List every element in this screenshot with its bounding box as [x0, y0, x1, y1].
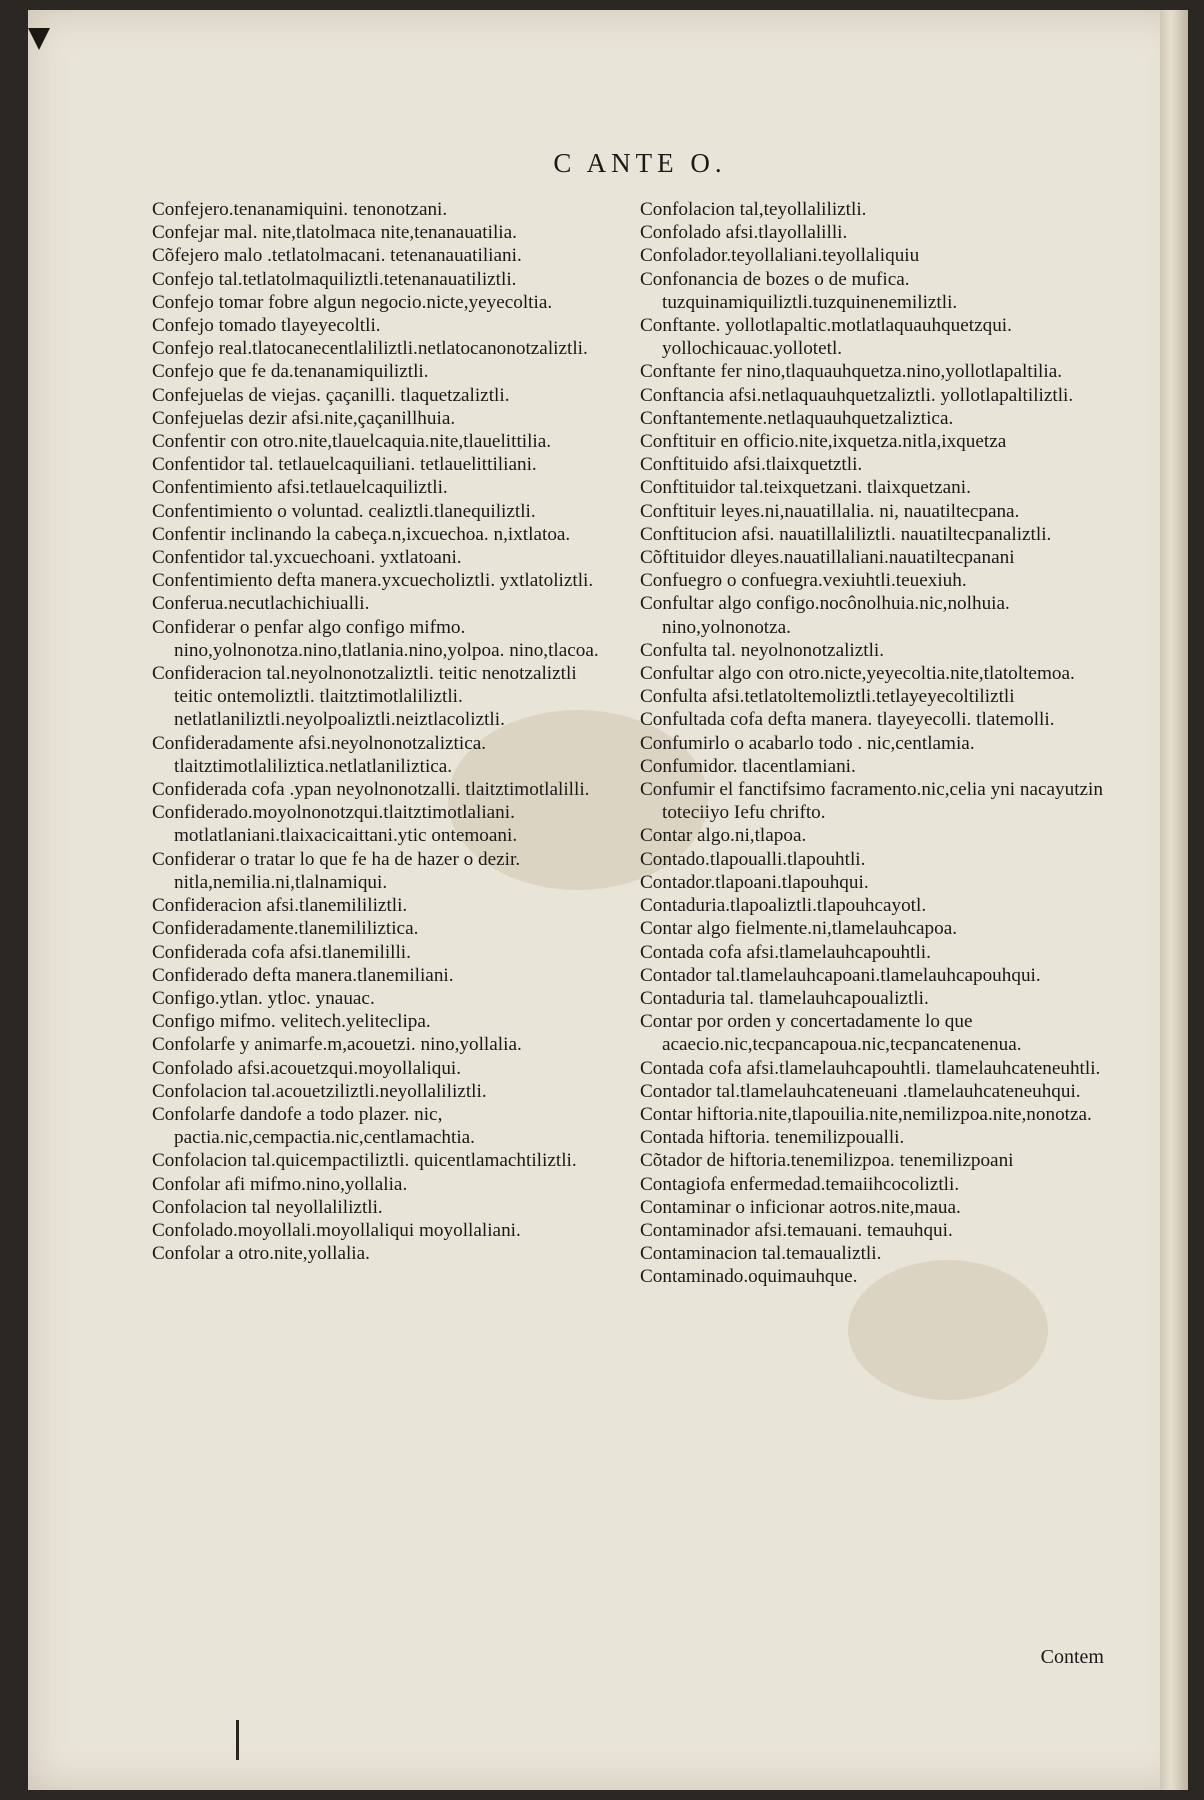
dictionary-entry: Confejo que fe da.tenanamiquiliztli.	[152, 361, 429, 383]
dictionary-entry: Conftituir en officio.nite,ixquetza.nitla,ixquetza	[640, 431, 1007, 453]
dictionary-entry: Confejo tomar fobre algun negocio.nicte,yeyecoltia.	[152, 291, 553, 313]
dictionary-entry: Confultar algo con otro.nicte,yeyecoltia.nite,tlatoltemoa.	[640, 663, 1075, 685]
dictionary-entry: Confumirlo o acabarlo todo . nic,centlamia.	[640, 732, 975, 754]
dictionary-entry: Confiderada cofa afsi.tlanemililli.	[152, 941, 411, 963]
dictionary-entry: Contaduria tal. tlamelauhcapoualiztli.	[640, 987, 929, 1009]
dictionary-entry: Cõfejero malo .tetlatolmacani. tetenanauatiliani.	[152, 245, 522, 267]
dictionary-entry: Contador tal.tlamelauhcateneuani .tlamelauhcateneuhqui.	[640, 1080, 1081, 1102]
dictionary-entry: Contar algo.ni,tlapoa.	[640, 825, 807, 847]
page-corner-mark	[28, 28, 50, 50]
dictionary-entry: Confideracion tal.neyolnonotzaliztli. teitic nenotzaliztli teitic ontemoliztli. tlaitztimotlaliliztli. netlatlaniliztli.neyolpoaliztli.neiztlacoliztli.	[152, 663, 577, 731]
dictionary-entry: Conftante fer nino,tlaquauhquetza.nino,yollotlapaltilia.	[640, 361, 1063, 383]
dictionary-entry: Contar por orden y concertadamente lo que acaecio.nic,tecpancapoua.nic,tecpancatenenua.	[640, 1011, 1022, 1056]
dictionary-entry: Confejar mal. nite,tlatolmaca nite,tenanauatilia.	[152, 222, 517, 244]
dictionary-entry: Confolacion tal.acouetziliztli.neyollaliliztli.	[152, 1080, 487, 1102]
dictionary-entry: Confentir inclinando la cabeça.n,ixcuechoa. n,ixtlatoa.	[152, 523, 571, 545]
dictionary-entry: Confolado.moyollali.moyollaliqui moyollaliani.	[152, 1219, 521, 1241]
dictionary-entry: Confumidor. tlacentlamiani.	[640, 755, 856, 777]
dictionary-entry: Confideradamente.tlanemililiztica.	[152, 918, 419, 940]
dictionary-entry: Confulta tal. neyolnonotzaliztli.	[640, 639, 885, 661]
dictionary-entry: Confentir con otro.nite,tlauelcaquia.nite,tlauelittilia.	[152, 431, 552, 453]
dictionary-entry: Confentidor tal. tetlauelcaquiliani. tetlauelittiliani.	[152, 454, 537, 476]
dictionary-entry: Confejo real.tlatocanecentlaliliztli.netlatocanonotzaliztli.	[152, 338, 588, 360]
dictionary-entry: Contaduria.tlapoaliztli.tlapouhcayotl.	[640, 895, 927, 917]
dictionary-entry: Confolado afsi.tlayollalilli.	[640, 222, 848, 244]
dictionary-entry: Conftituir leyes.ni,nauatillalia. ni, nauatiltecpana.	[640, 500, 1020, 522]
dictionary-entry: Confejero.tenanamiquini. tenonotzani.	[152, 199, 448, 220]
dictionary-entry: Confejo tomado tlayeyecoltli.	[152, 315, 381, 337]
dictionary-entry: Confiderar o tratar lo que fe ha de hazer o dezir. nitla,nemilia.ni,tlalnamiqui.	[152, 848, 521, 893]
dictionary-entry: Confentimiento defta manera.yxcuecholiztli. yxtlatoliztli.	[152, 570, 594, 592]
dictionary-entry: Contar algo fielmente.ni,tlamelauhcapoa.	[640, 918, 958, 940]
dictionary-entry: Contador.tlapoani.tlapouhqui.	[640, 871, 869, 893]
dictionary-entry: Confentidor tal.yxcuechoani. yxtlatoani.	[152, 547, 462, 569]
dictionary-entry: Cõtador de hiftoria.tenemilizpoa. tenemilizpoani	[640, 1150, 1014, 1172]
dictionary-entry: Confolado afsi.acouetzqui.moyollaliqui.	[152, 1057, 462, 1079]
dictionary-entry: Conftantemente.netlaquauhquetzaliztica.	[640, 407, 954, 429]
dictionary-entry: Confideradamente afsi.neyolnonotzaliztica. tlaitztimotlaliliztica.netlatlaniliztica.	[152, 732, 487, 777]
dictionary-entry: Conftitucion afsi. nauatillaliliztli. nauatiltecpanaliztli.	[640, 523, 1052, 545]
dictionary-entry: Conftancia afsi.netlaquauhquetzaliztli. yollotlapaltiliztli.	[640, 384, 1074, 406]
dictionary-entry: Contaminacion tal.temaualiztli.	[640, 1243, 882, 1265]
left-column	[152, 198, 617, 1265]
dictionary-entry: Confultada cofa defta manera. tlayeyecolli. tlatemolli.	[640, 709, 1055, 731]
dictionary-entry: Confonancia de bozes o de mufica. tuzquinamiquiliztli.tuzquinenemiliztli.	[640, 268, 958, 313]
dictionary-entry: Confolacion tal.quicempactiliztli. quicentlamachtiliztli.	[152, 1150, 577, 1172]
running-head: C ANTE O.	[553, 148, 727, 178]
dictionary-entry: Confolarfe dandofe a todo plazer. nic, pactia.nic,cempactia.nic,centlamachtia.	[152, 1103, 475, 1149]
dictionary-entry: Contaminado.oquimauhque.	[640, 1266, 858, 1288]
dictionary-entry: Confejo tal.tetlatolmaquiliztli.tetenanauatiliztli.	[152, 268, 517, 290]
dictionary-entry: Contada cofa afsi.tlamelauhcapouhtli. tlamelauhcateneuhtli.	[640, 1057, 1101, 1079]
dictionary-entry: Confejuelas dezir afsi.nite,çaçanillhuia.	[152, 407, 456, 429]
dictionary-entry: Confejuelas de viejas. çaçanilli. tlaquetzaliztli.	[152, 384, 510, 406]
dictionary-entry: Contador tal.tlamelauhcapoani.tlamelauhcapouhqui.	[640, 964, 1041, 986]
catchword: Contem	[1040, 1646, 1104, 1668]
dictionary-entry: Confolacion tal,teyollaliliztli.	[640, 199, 867, 220]
dictionary-entry: Confideracion afsi.tlanemililiztli.	[152, 895, 408, 917]
dictionary-entry: Confolarfe y animarfe.m,acouetzi. nino,yollalia.	[152, 1034, 522, 1056]
dictionary-entry: Confolador.teyollaliani.teyollaliquiu	[640, 245, 920, 267]
dictionary-entry: Confultar algo configo.nocônolhuia.nic,nolhuia. nino,yolnonotza.	[640, 593, 1010, 638]
dictionary-entry: Confiderado.moyolnonotzqui.tlaitztimotlaliani. motlatlaniani.tlaixacicaittani.ytic ontemoani.	[152, 802, 518, 847]
dictionary-entry: Confiderada cofa .ypan neyolnonotzalli. tlaitztimotlalilli.	[152, 779, 590, 801]
dictionary-entry: Confulta afsi.tetlatoltemoliztli.tetlayeyecoltiliztli	[640, 686, 1015, 708]
dictionary-entry: Contaminar o inficionar aotros.nite,maua.	[640, 1196, 961, 1218]
adjacent-page-edge	[1160, 10, 1188, 1790]
dictionary-entry: Conferua.necutlachichiualli.	[152, 593, 370, 615]
right-column	[640, 198, 1110, 1289]
dictionary-entry: Contar hiftoria.nite,tlapouilia.nite,nemilizpoa.nite,nonotza.	[640, 1103, 1092, 1125]
dictionary-entry: Contada cofa afsi.tlamelauhcapouhtli.	[640, 941, 931, 963]
dictionary-entry: Confuegro o confuegra.vexiuhtli.teuexiuh.	[640, 570, 967, 592]
binding-thread	[236, 1720, 239, 1760]
dictionary-entry: Contagiofa enfermedad.temaiihcocoliztli.	[640, 1173, 960, 1195]
dictionary-entry: Confolacion tal neyollaliliztli.	[152, 1196, 383, 1218]
dictionary-entry: Configo.ytlan. ytloc. ynauac.	[152, 987, 375, 1009]
dictionary-entry: Confiderar o penfar algo configo mifmo. nino,yolnonotza.nino,tlatlania.nino,yolpoa. nino,tlacoa.	[152, 616, 599, 661]
dictionary-entry: Conftituidor tal.teixquetzani. tlaixquetzani.	[640, 477, 971, 499]
dictionary-entry: Confolar afi mifmo.nino,yollalia.	[152, 1173, 408, 1195]
dictionary-entry: Conftituido afsi.tlaixquetztli.	[640, 454, 863, 476]
dictionary-entry: Confentimiento afsi.tetlauelcaquiliztli.	[152, 477, 448, 499]
dictionary-entry: Contada hiftoria. tenemilizpoualli.	[640, 1127, 905, 1149]
dictionary-entry: Confiderado defta manera.tlanemiliani.	[152, 964, 454, 986]
dictionary-entry: Conftante. yollotlapaltic.motlatlaquauhquetzqui. yollochicauac.yollotetl.	[640, 315, 1012, 360]
dictionary-entry: Cõftituidor dleyes.nauatillaliani.nauatiltecpanani	[640, 547, 1015, 569]
dictionary-entry: Confumir el fanctifsimo facramento.nic,celia yni nacayutzin toteciiyo Iefu chrifto.	[640, 779, 1103, 824]
dictionary-entry: Confentimiento o voluntad. cealiztli.tlanequiliztli.	[152, 500, 536, 522]
dictionary-entry: Confolar a otro.nite,yollalia.	[152, 1243, 370, 1265]
dictionary-entry: Configo mifmo. velitech.yeliteclipa.	[152, 1011, 431, 1033]
dictionary-entry: Contado.tlapoualli.tlapouhtli.	[640, 848, 866, 870]
dictionary-entry: Contaminador afsi.temauani. temauhqui.	[640, 1219, 953, 1241]
